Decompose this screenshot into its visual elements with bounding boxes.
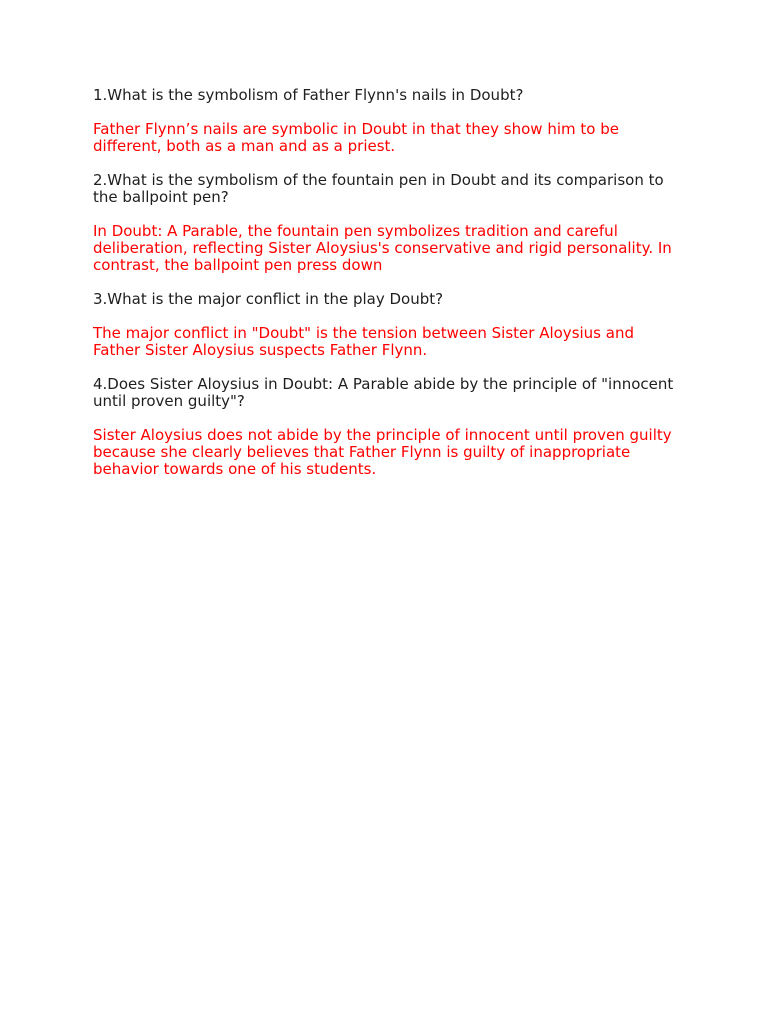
answer-2: In Doubt: A Parable, the fountain pen symbolizes tradition and careful deliberation, reflecting Sister Aloysius's conservative and rigid personality. In contrast, the ballpoint pen press down <box>93 222 672 274</box>
answer-1: Father Flynn’s nails are symbolic in Doubt in that they show him to be different, both as a man and as a priest. <box>93 120 619 155</box>
answer-4: Sister Aloysius does not abide by the principle of innocent until proven guilty because she clearly believes that Father Flynn is guilty of inappropriate behavior towards one of his students. <box>93 426 672 478</box>
answer-3: The major conflict in "Doubt" is the tension between Sister Aloysius and Father Sister Aloysius suspects Father Flynn. <box>93 324 634 359</box>
question-1: 1.What is the symbolism of Father Flynn's nails in Doubt? <box>93 86 524 104</box>
document-page <box>93 87 683 495</box>
question-3: 3.What is the major conflict in the play Doubt? <box>93 290 444 308</box>
question-4: 4.Does Sister Aloysius in Doubt: A Parable abide by the principle of "innocent until proven guilty"? <box>93 375 674 410</box>
question-2: 2.What is the symbolism of the fountain pen in Doubt and its comparison to the ballpoint pen? <box>93 171 664 206</box>
